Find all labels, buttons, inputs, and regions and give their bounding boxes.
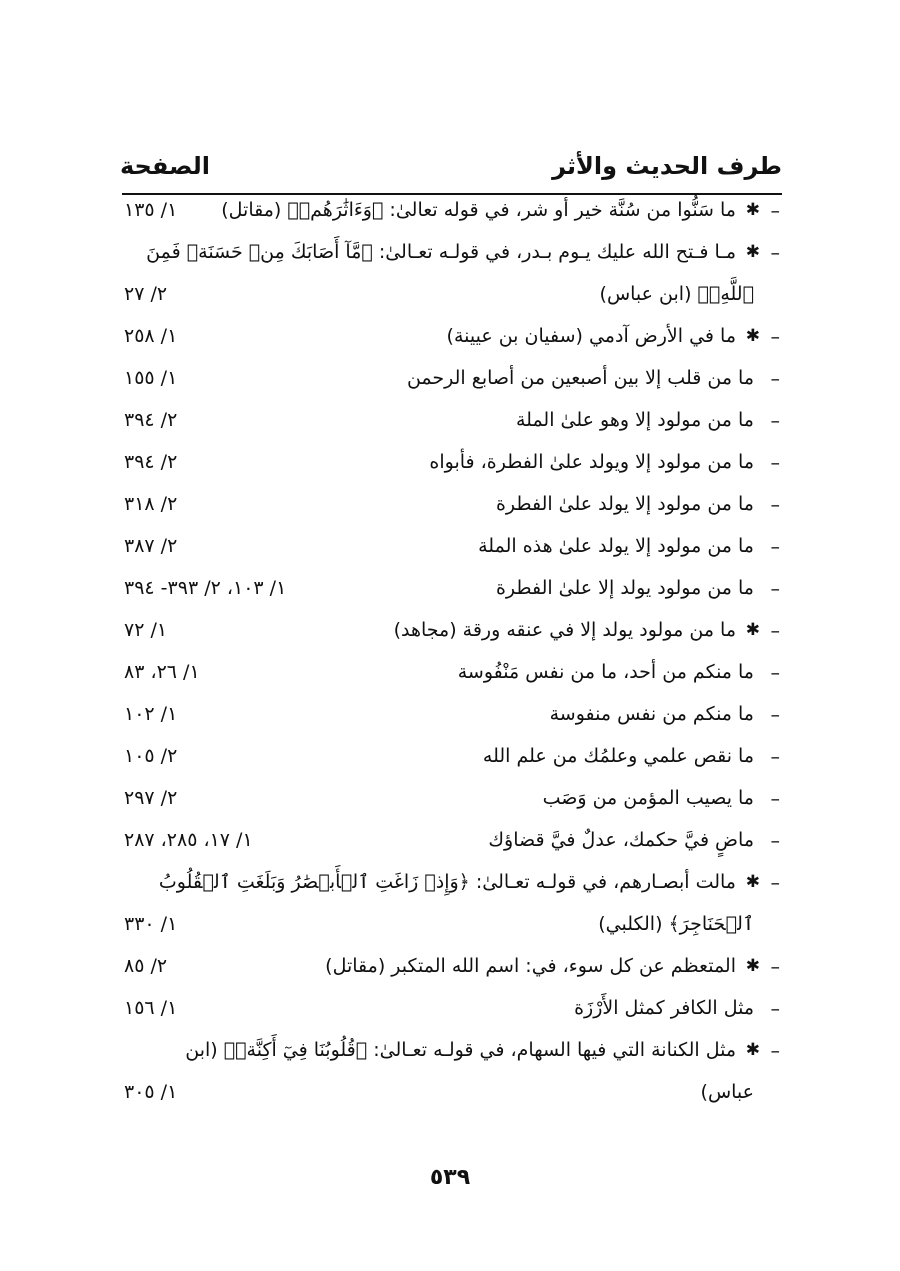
entry-text: ما من مولود إلا يولد علىٰ الفطرة [495,493,754,515]
entry-line [0,195,900,237]
athar-star-icon: ✱ [745,872,760,892]
entry-page-ref: ١/ ١٠٣، ٢/ ٣٩٣- ٣٩٤ [124,577,287,599]
athar-star-icon: ✱ [745,1040,760,1060]
entry-line [0,321,900,363]
athar-star-icon: ✱ [745,956,760,976]
entry-page-ref: ١/ ١٣٥ [124,199,178,221]
index-entry [0,741,900,783]
entry-text: ما في الأرض آدمي (سفيان بن عيينة) [446,325,736,347]
index-entry [0,321,900,363]
entry-text: ما من مولود إلا ويولد علىٰ الفطرة، فأبواه [429,451,754,473]
entry-text: مالت أبصـارهم، في قولـه تعـالىٰ: ﴿وَإِذۡ زَاغَتِ ٱلۡأَبۡصَٰرُ وَبَلَغَتِ ٱلۡقُلُوبُ [158,871,736,893]
entry-dash: – [770,788,780,810]
entry-page-ref: ٢/ ٨٥ [124,955,168,977]
entry-text: ما منكم من نفس منفوسة [549,703,754,725]
entry-dash: – [770,242,780,264]
index-entry [0,867,900,951]
entry-line [0,699,900,741]
entry-page-ref: ١/ ٢٦، ٨٣ [124,661,200,683]
entry-line [0,447,900,489]
entry-line [0,279,900,321]
index-entry [0,405,900,447]
entry-page-ref: ٢/ ١٠٥ [124,745,178,767]
entry-page-ref: ١/ ١٧، ٢٨٥، ٢٨٧ [124,829,253,851]
entry-page-ref: ١/ ٧٢ [124,619,168,641]
entry-text: ما سَنُّوا من سُنَّة خير أو شر، في قوله تعالىٰ: ﴿وَءَاثَٰرَهُمۡ﴾ (مقاتل) [221,199,736,221]
entry-line [0,741,900,783]
entry-dash: – [770,998,780,1020]
entry-text: عباس) [700,1081,754,1103]
entry-line [0,405,900,447]
entry-line [0,867,900,909]
entry-text: ٱلۡحَنَاجِرَ﴾ (الكلبي) [598,913,754,935]
page-number: ٥٣٩ [429,1165,471,1190]
entry-page-ref: ٢/ ٣٩٤ [124,451,178,473]
index-entry [0,237,900,321]
index-entry [0,447,900,489]
index-entry [0,531,900,573]
entry-dash: – [770,494,780,516]
entry-page-ref: ١/ ٣٣٠ [124,913,178,935]
entry-dash: – [770,620,780,642]
entry-page-ref: ١/ ١٥٥ [124,367,178,389]
entry-line [0,993,900,1035]
index-entry [0,363,900,405]
column-title-hadith: طرف الحديث والأثر [552,152,782,180]
athar-star-icon: ✱ [745,242,760,262]
entry-dash: – [770,452,780,474]
entry-dash: – [770,578,780,600]
index-entries [0,195,900,1119]
index-entry [0,195,900,237]
entry-text: ما نقص علمي وعلمُك من علم الله [482,745,754,767]
entry-line [0,909,900,951]
entry-text: ما يصيب المؤمن من وَصَب [542,787,754,809]
entry-line [0,1035,900,1077]
entry-dash: – [770,368,780,390]
entry-text: ما من قلب إلا بين أصبعين من أصابع الرحمن [406,367,754,389]
index-header [120,152,782,192]
column-title-page: الصفحة [120,152,211,180]
index-entry [0,951,900,993]
index-entry [0,657,900,699]
index-entry [0,825,900,867]
entry-dash: – [770,200,780,222]
entry-page-ref: ٢/ ٣٩٤ [124,409,178,431]
entry-line [0,363,900,405]
entry-dash: – [770,746,780,768]
index-entry [0,615,900,657]
entry-page-ref: ١/ ١٥٦ [124,997,178,1019]
entry-text: ما من مولود يولد إلا علىٰ الفطرة [495,577,754,599]
entry-text: مثل الكافر كمثل الأَرْزَة [574,997,754,1019]
entry-line [0,657,900,699]
entry-text: المتعظم عن كل سوء، في: اسم الله المتكبر (مقاتل) [325,955,736,977]
entry-line [0,489,900,531]
athar-star-icon: ✱ [745,326,760,346]
index-entry [0,699,900,741]
entry-line [0,237,900,279]
index-entry [0,1035,900,1119]
entry-dash: – [770,1040,780,1062]
entry-line [0,825,900,867]
index-entry [0,489,900,531]
entry-dash: – [770,872,780,894]
entry-page-ref: ١/ ٣٠٥ [124,1081,178,1103]
entry-dash: – [770,410,780,432]
athar-star-icon: ✱ [745,620,760,640]
entry-page-ref: ١/ ١٠٢ [124,703,178,725]
entry-dash: – [770,536,780,558]
entry-page-ref: ٢/ ٢٧ [124,283,168,305]
index-entry [0,573,900,615]
entry-text: ما منكم من أحد، ما من نفس مَنْفُوسة [457,661,754,683]
athar-star-icon: ✱ [745,200,760,220]
entry-text: مـا فـتح الله عليك يـوم بـدر، في قولـه تعـالىٰ: ﴿مَّآ أَصَابَكَ مِنۡ حَسَنَةٖ فَمِنَ [146,241,736,263]
entry-line [0,951,900,993]
entry-dash: – [770,956,780,978]
entry-line [0,783,900,825]
entry-page-ref: ٢/ ٣١٨ [124,493,178,515]
entry-line [0,1077,900,1119]
entry-text: ما من مولود إلا وهو علىٰ الملة [515,409,754,431]
entry-text: ٱللَّهِۖ﴾ (ابن عباس) [599,283,754,305]
index-entry [0,993,900,1035]
entry-text: ما من مولود يولد إلا في عنقه ورقة (مجاهد) [393,619,736,641]
entry-line [0,615,900,657]
entry-dash: – [770,326,780,348]
entry-page-ref: ٢/ ٣٨٧ [124,535,178,557]
entry-page-ref: ٢/ ٢٩٧ [124,787,178,809]
entry-page-ref: ١/ ٢٥٨ [124,325,178,347]
entry-dash: – [770,662,780,684]
entry-dash: – [770,704,780,726]
entry-line [0,573,900,615]
entry-dash: – [770,830,780,852]
entry-text: ماضٍ فيَّ حكمك، عدلٌ فيَّ قضاؤك [488,829,754,851]
entry-text: ما من مولود إلا يولد علىٰ هذه الملة [478,535,754,557]
entry-line [0,531,900,573]
index-entry [0,783,900,825]
entry-text: مثل الكنانة التي فيها السهام، في قولـه تعـالىٰ: ﴿قُلُوبُنَا فِيٓ أَكِنَّةٖ﴾ (ابن [185,1039,736,1061]
